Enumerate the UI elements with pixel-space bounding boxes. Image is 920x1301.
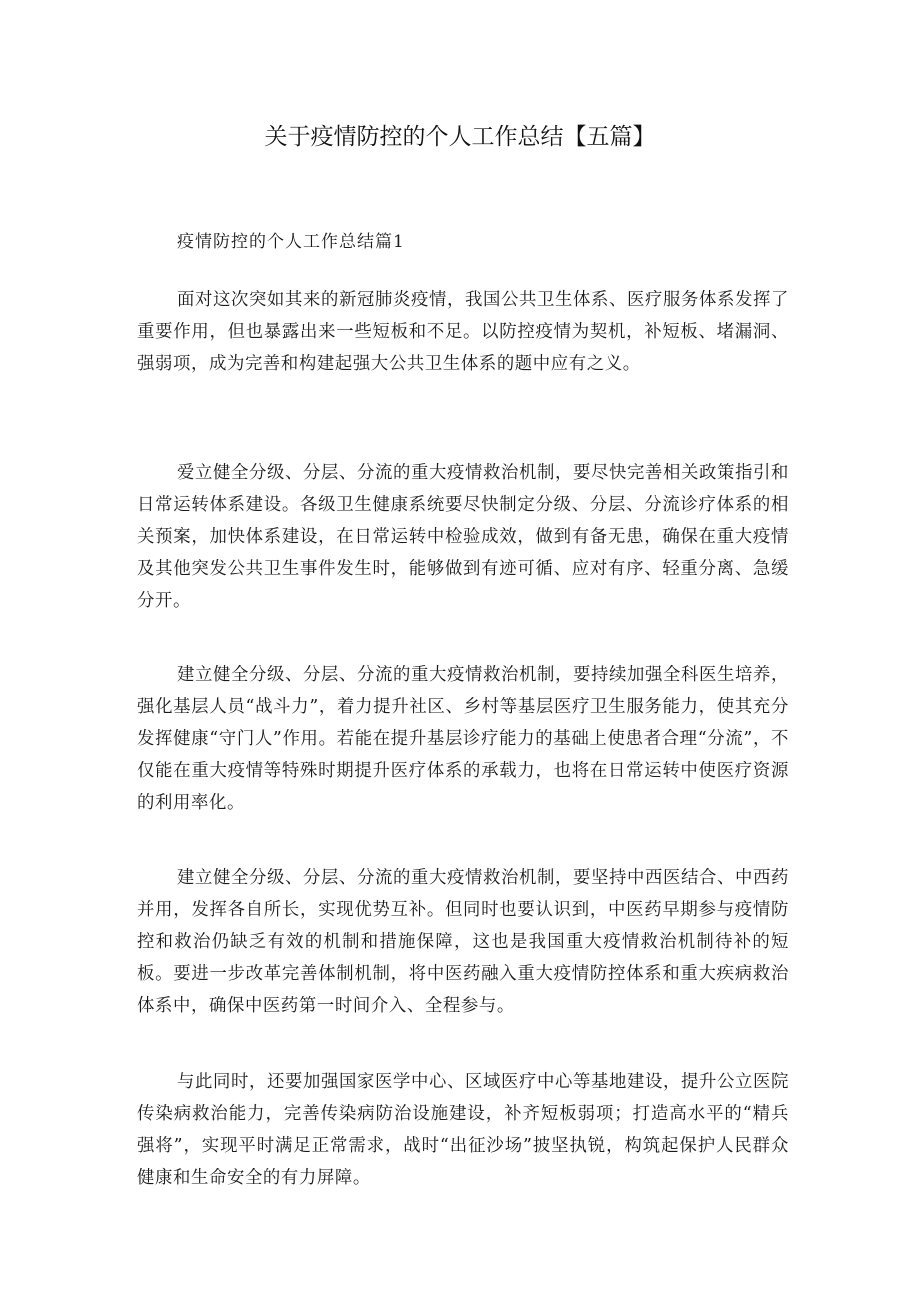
document-title: 关于疫情防控的个人工作总结【五篇】: [264, 124, 656, 150]
section-heading: 疫情防控的个人工作总结篇1: [177, 232, 405, 252]
paragraph-1: 面对这次突如其来的新冠肺炎疫情，我国公共卫生体系、医疗服务体系发挥了重要作用，但也暴露出来一些短板和不足。以防控疫情为契机，补短板、堵漏洞、强弱项，成为完善和构建起强大公共卫生体系的题中应有之义。: [137, 290, 789, 374]
paragraph-2: 爱立健全分级、分层、分流的重大疫情救治机制，要尽快完善相关政策指引和日常运转体系建设。各级卫生健康系统要尽快制定分级、分层、分流诊疗体系的相关预案，加快体系建设，在日常运转中检验成效，做到有备无患，确保在重大疫情及其他突发公共卫生事件发生时，能够做到有迹可循、应对有序、轻重分离、急缓分开。: [137, 463, 789, 611]
paragraph-5: 与此同时，还要加强国家医学中心、区域医疗中心等基地建设，提升公立医院传染病救治能力，完善传染病防治设施建设，补齐短板弱项；打造高水平的“精兵强将”，实现平时满足正常需求，战时“出征沙场”披坚执锐，构筑起保护人民群众健康和生命安全的有力屏障。: [137, 1072, 789, 1188]
paragraph-4: 建立健全分级、分层、分流的重大疫情救治机制，要坚持中西医结合、中西药并用，发挥各自所长，实现优势互补。但同时也要认识到，中医药早期参与疫情防控和救治仍缺乏有效的机制和措施保障，这也是我国重大疫情救治机制待补的短板。要进一步改革完善体制机制，将中医药融入重大疫情防控体系和重大疾病救治体系中，确保中医药第一时间介入、全程参与。: [137, 868, 789, 1016]
paragraph-3: 建立健全分级、分层、分流的重大疫情救治机制，要持续加强全科医生培养，强化基层人员“战斗力”，着力提升社区、乡村等基层医疗卫生服务能力，使其充分发挥健康“守门人”作用。若能在提升基层诊疗能力的基础上使患者合理“分流”，不仅能在重大疫情等特殊时期提升医疗体系的承载力，也将在日常运转中使医疗资源的利用率化。: [137, 665, 789, 813]
